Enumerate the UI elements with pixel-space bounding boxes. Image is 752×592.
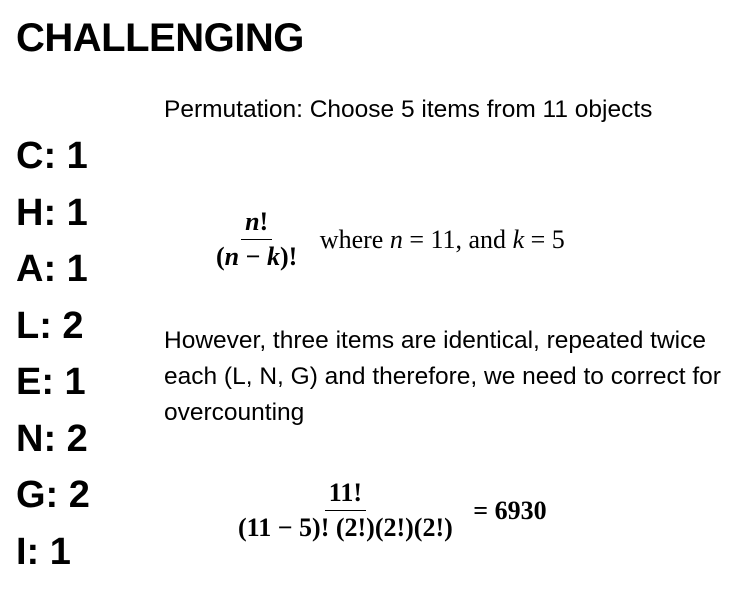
permutation-description: Permutation: Choose 5 items from 11 objects — [164, 96, 653, 123]
letter-count-item: L: 2 — [16, 304, 84, 347]
letter-count-item: C: 1 — [16, 135, 88, 177]
fraction-denominator: (n − k)! — [216, 242, 298, 271]
letter-count-item: A: 1 — [16, 248, 88, 290]
corrected-fraction — [234, 478, 457, 543]
formula-where-clause: where n = 11, and k = 5 — [319, 224, 565, 254]
letter-count-item: H: 1 — [16, 191, 88, 234]
corrected-denominator: (11 − 5)! (2!)(2!)(2!) — [238, 513, 453, 542]
letter-count-item: N: 2 — [16, 417, 88, 460]
letter-count-list — [16, 128, 90, 580]
overcounting-description: However, three items are identical, repeated twice each (L, N, G) and therefore, we need to correct for overcounting — [164, 327, 721, 426]
corrected-formula — [234, 478, 547, 543]
formula-result: = 6930 — [473, 495, 547, 525]
letter-count-item: G: 2 — [16, 474, 90, 516]
fraction-numerator: n! — [241, 207, 272, 240]
permutation-formula — [212, 207, 565, 272]
page-title: CHALLENGING — [16, 16, 304, 60]
corrected-numerator: 11! — [325, 478, 366, 511]
letter-count-item: E: 1 — [16, 361, 86, 403]
letter-count-item: I: 1 — [16, 530, 71, 573]
permutation-fraction — [212, 207, 301, 272]
